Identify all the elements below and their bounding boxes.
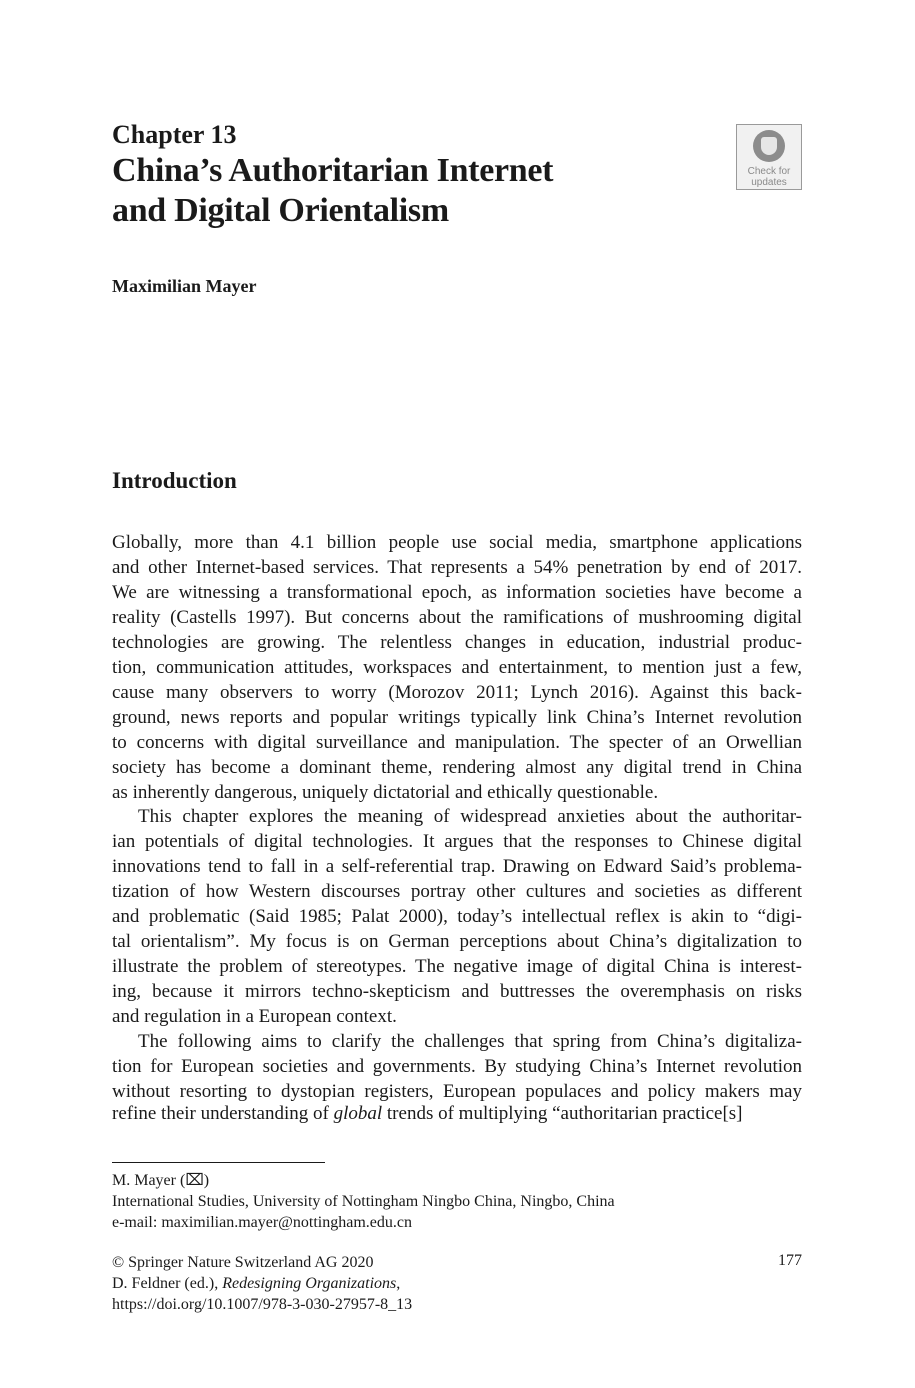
body-line: ing, because it mirrors techno-skepticism and buttresses the overemphasis on risks [112, 981, 802, 1003]
copyright-line: © Springer Nature Switzerland AG 2020 [112, 1254, 374, 1271]
body-line: ground, news reports and popular writings typically link China’s Internet revolution [112, 706, 802, 728]
body-line: and regulation in a European context. [112, 1006, 397, 1028]
author-name: Maximilian Mayer [112, 276, 257, 296]
body-line: tal orientalism”. My focus is on German perceptions about China’s digitalization to [112, 931, 802, 953]
body-line: technologies are growing. The relentless changes in education, industrial produc- [112, 631, 802, 653]
body-line [112, 1101, 802, 1126]
chapter-title-line-1: China’s Authoritarian Internet [112, 152, 554, 189]
body-line: reality (Castells 1997). But concerns about the ramifications of mushrooming digital [112, 606, 802, 628]
footnote-email-line [112, 1212, 412, 1233]
body-line: to concerns with digital surveillance and manipulation. The specter of an Orwellian [112, 731, 802, 753]
body-line: We are witnessing a transformational epoch, as information societies have become a [112, 581, 802, 603]
page-number: 177 [778, 1252, 802, 1269]
footnote-author: M. Mayer (⌧) [112, 1172, 210, 1189]
body-text-span: refine their understanding of [112, 1103, 334, 1124]
doi-link[interactable]: https://doi.org/10.1007/978-3-030-27957-8_13 [112, 1296, 413, 1313]
book-title: Redesigning Organizations [222, 1275, 397, 1292]
badge-line-2: updates [751, 177, 787, 188]
chapter-title-line-2: and Digital Orientalism [112, 192, 449, 229]
crossmark-icon [753, 130, 785, 162]
body-line: tion for European societies and governments. By studying China’s Internet revolution [112, 1055, 802, 1077]
body-line: ian potentials of digital technologies. It argues that the responses to Chinese digital [112, 831, 802, 853]
email-link[interactable]: maximilian.mayer@nottingham.edu.cn [161, 1214, 412, 1231]
body-line: illustrate the problem of stereotypes. The negative image of digital China is interest- [112, 956, 802, 978]
citation-punct: , [396, 1275, 401, 1292]
emphasis-text: global [333, 1103, 383, 1124]
email-label: e-mail: [112, 1214, 162, 1231]
body-line: tion, communication attitudes, workspaces and entertainment, to mention just a few, [112, 656, 802, 678]
book-citation [112, 1273, 400, 1294]
badge-line-1: Check for [747, 166, 791, 177]
body-line: This chapter explores the meaning of widespread anxieties about the authoritar- [138, 806, 802, 828]
body-line: society has become a dominant theme, rendering almost any digital trend in China [112, 756, 802, 778]
section-heading: Introduction [112, 468, 237, 493]
check-for-updates-badge[interactable] [736, 124, 802, 190]
body-line: without resorting to dystopian registers, European populaces and policy makers may [112, 1080, 802, 1102]
body-line: innovations tend to fall in a self-referential trap. Drawing on Edward Said’s problema- [112, 856, 802, 878]
editor-text: D. Feldner (ed.), [112, 1275, 223, 1292]
footnote-affiliation: International Studies, University of Nottingham Ningbo China, Ningbo, China [112, 1193, 615, 1210]
footnote-divider [112, 1162, 325, 1163]
chapter-label: Chapter 13 [112, 120, 237, 149]
body-line: and other Internet-based services. That represents a 54% penetration by end of 2017. [112, 556, 802, 578]
body-line: tization of how Western discourses portray other cultures and societies as different [112, 881, 802, 903]
body-line: as inherently dangerous, uniquely dictatorial and ethically questionable. [112, 781, 659, 803]
body-line: The following aims to clarify the challenges that spring from China’s digitaliza- [138, 1031, 802, 1052]
body-line: Globally, more than 4.1 billion people use social media, smartphone applications [112, 532, 802, 553]
body-line: and problematic (Said 1985; Palat 2000), today’s intellectual reflex is akin to “digi- [112, 906, 802, 928]
body-line: cause many observers to worry (Morozov 2011; Lynch 2016). Against this back- [112, 681, 802, 703]
body-text-span: trends of multiplying “authoritarian practice[s] [382, 1103, 743, 1124]
